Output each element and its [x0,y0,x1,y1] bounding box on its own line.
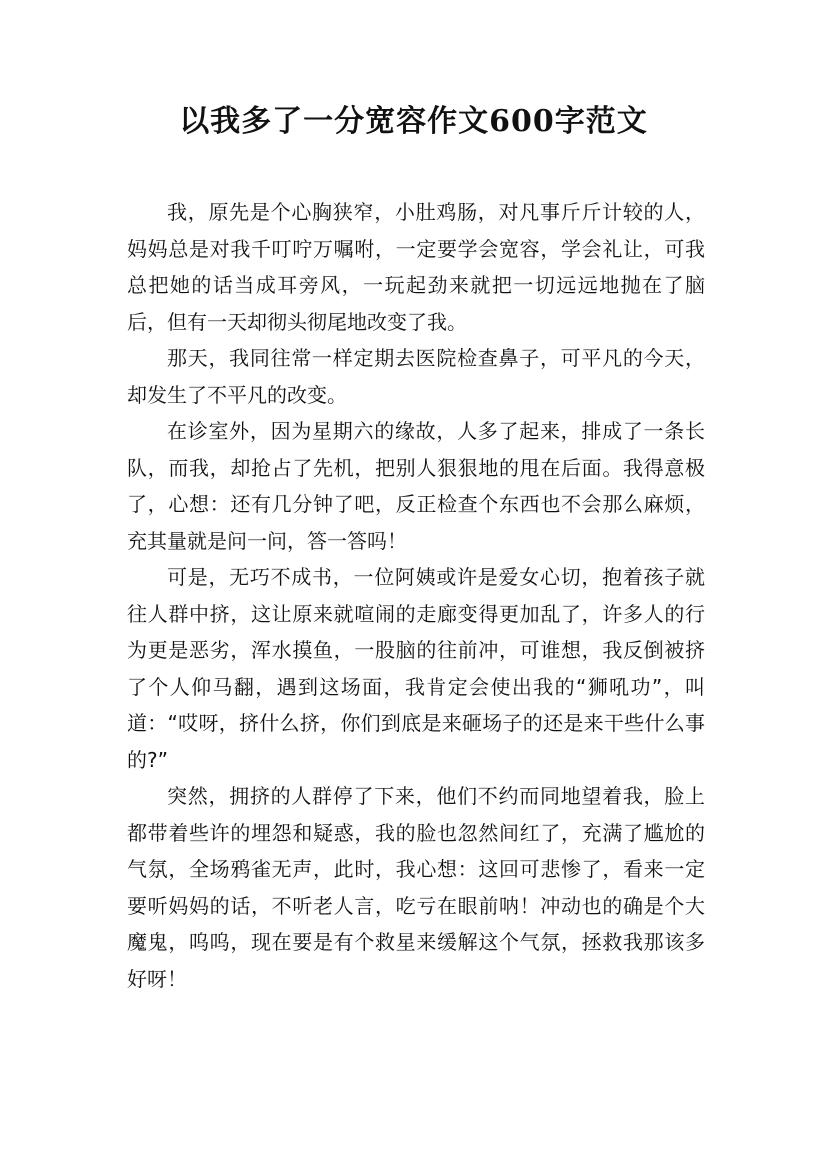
document-title: 以我多了一分宽容作文600字范文 [179,104,648,139]
document-body [127,194,705,997]
paragraph-5: 突然，拥挤的人群停了下来，他们不约而同地望着我，脸上都带着些许的埋怨和疑惑，我的脸也忽然间红了，充满了尴尬的气氛，全场鸦雀无声，此时，我心想：这回可悲惨了，看来一定要听妈妈的话，不听老人言，吃亏在眼前呐！冲动也的确是个大魔鬼，呜呜，现在要是有个救星来缓解这个气氛，拯救我那该多好呀！ [127,784,705,991]
paragraph-3: 在诊室外，因为星期六的缘故，人多了起来，排成了一条长队，而我，却抢占了先机，把别人狠狠地的甩在后面。我得意极了，心想：还有几分钟了吧，反正检查个东西也不会那么麻烦，充其量就是问一问，答一答吗！ [127,419,705,553]
paragraph-4: 可是，无巧不成书，一位阿姨或许是爱女心切，抱着孩子就往人群中挤，这让原来就喧闹的走廊变得更加乱了，许多人的行为更是恶劣，浑水摸鱼，一股脑的往前冲，可谁想，我反倒被挤了个人仰马翻，遇到这场面，我肯定会使出我的“狮吼功”，叫道：“哎呀，挤什么挤，你们到底是来砸场子的还是来干些什么事的?” [127,565,705,772]
paragraph-1: 我，原先是个心胸狭窄，小肚鸡肠，对凡事斤斤计较的人，妈妈总是对我千叮咛万嘱咐，一定要学会宽容，学会礼让，可我总把她的话当成耳旁风，一玩起劲来就把一切远远地抛在了脑后，但有一天却彻头彻尾地改变了我。 [127,200,705,334]
paragraph-2: 那天，我同往常一样定期去医院检查鼻子，可平凡的今天，却发生了不平凡的改变。 [127,346,705,407]
